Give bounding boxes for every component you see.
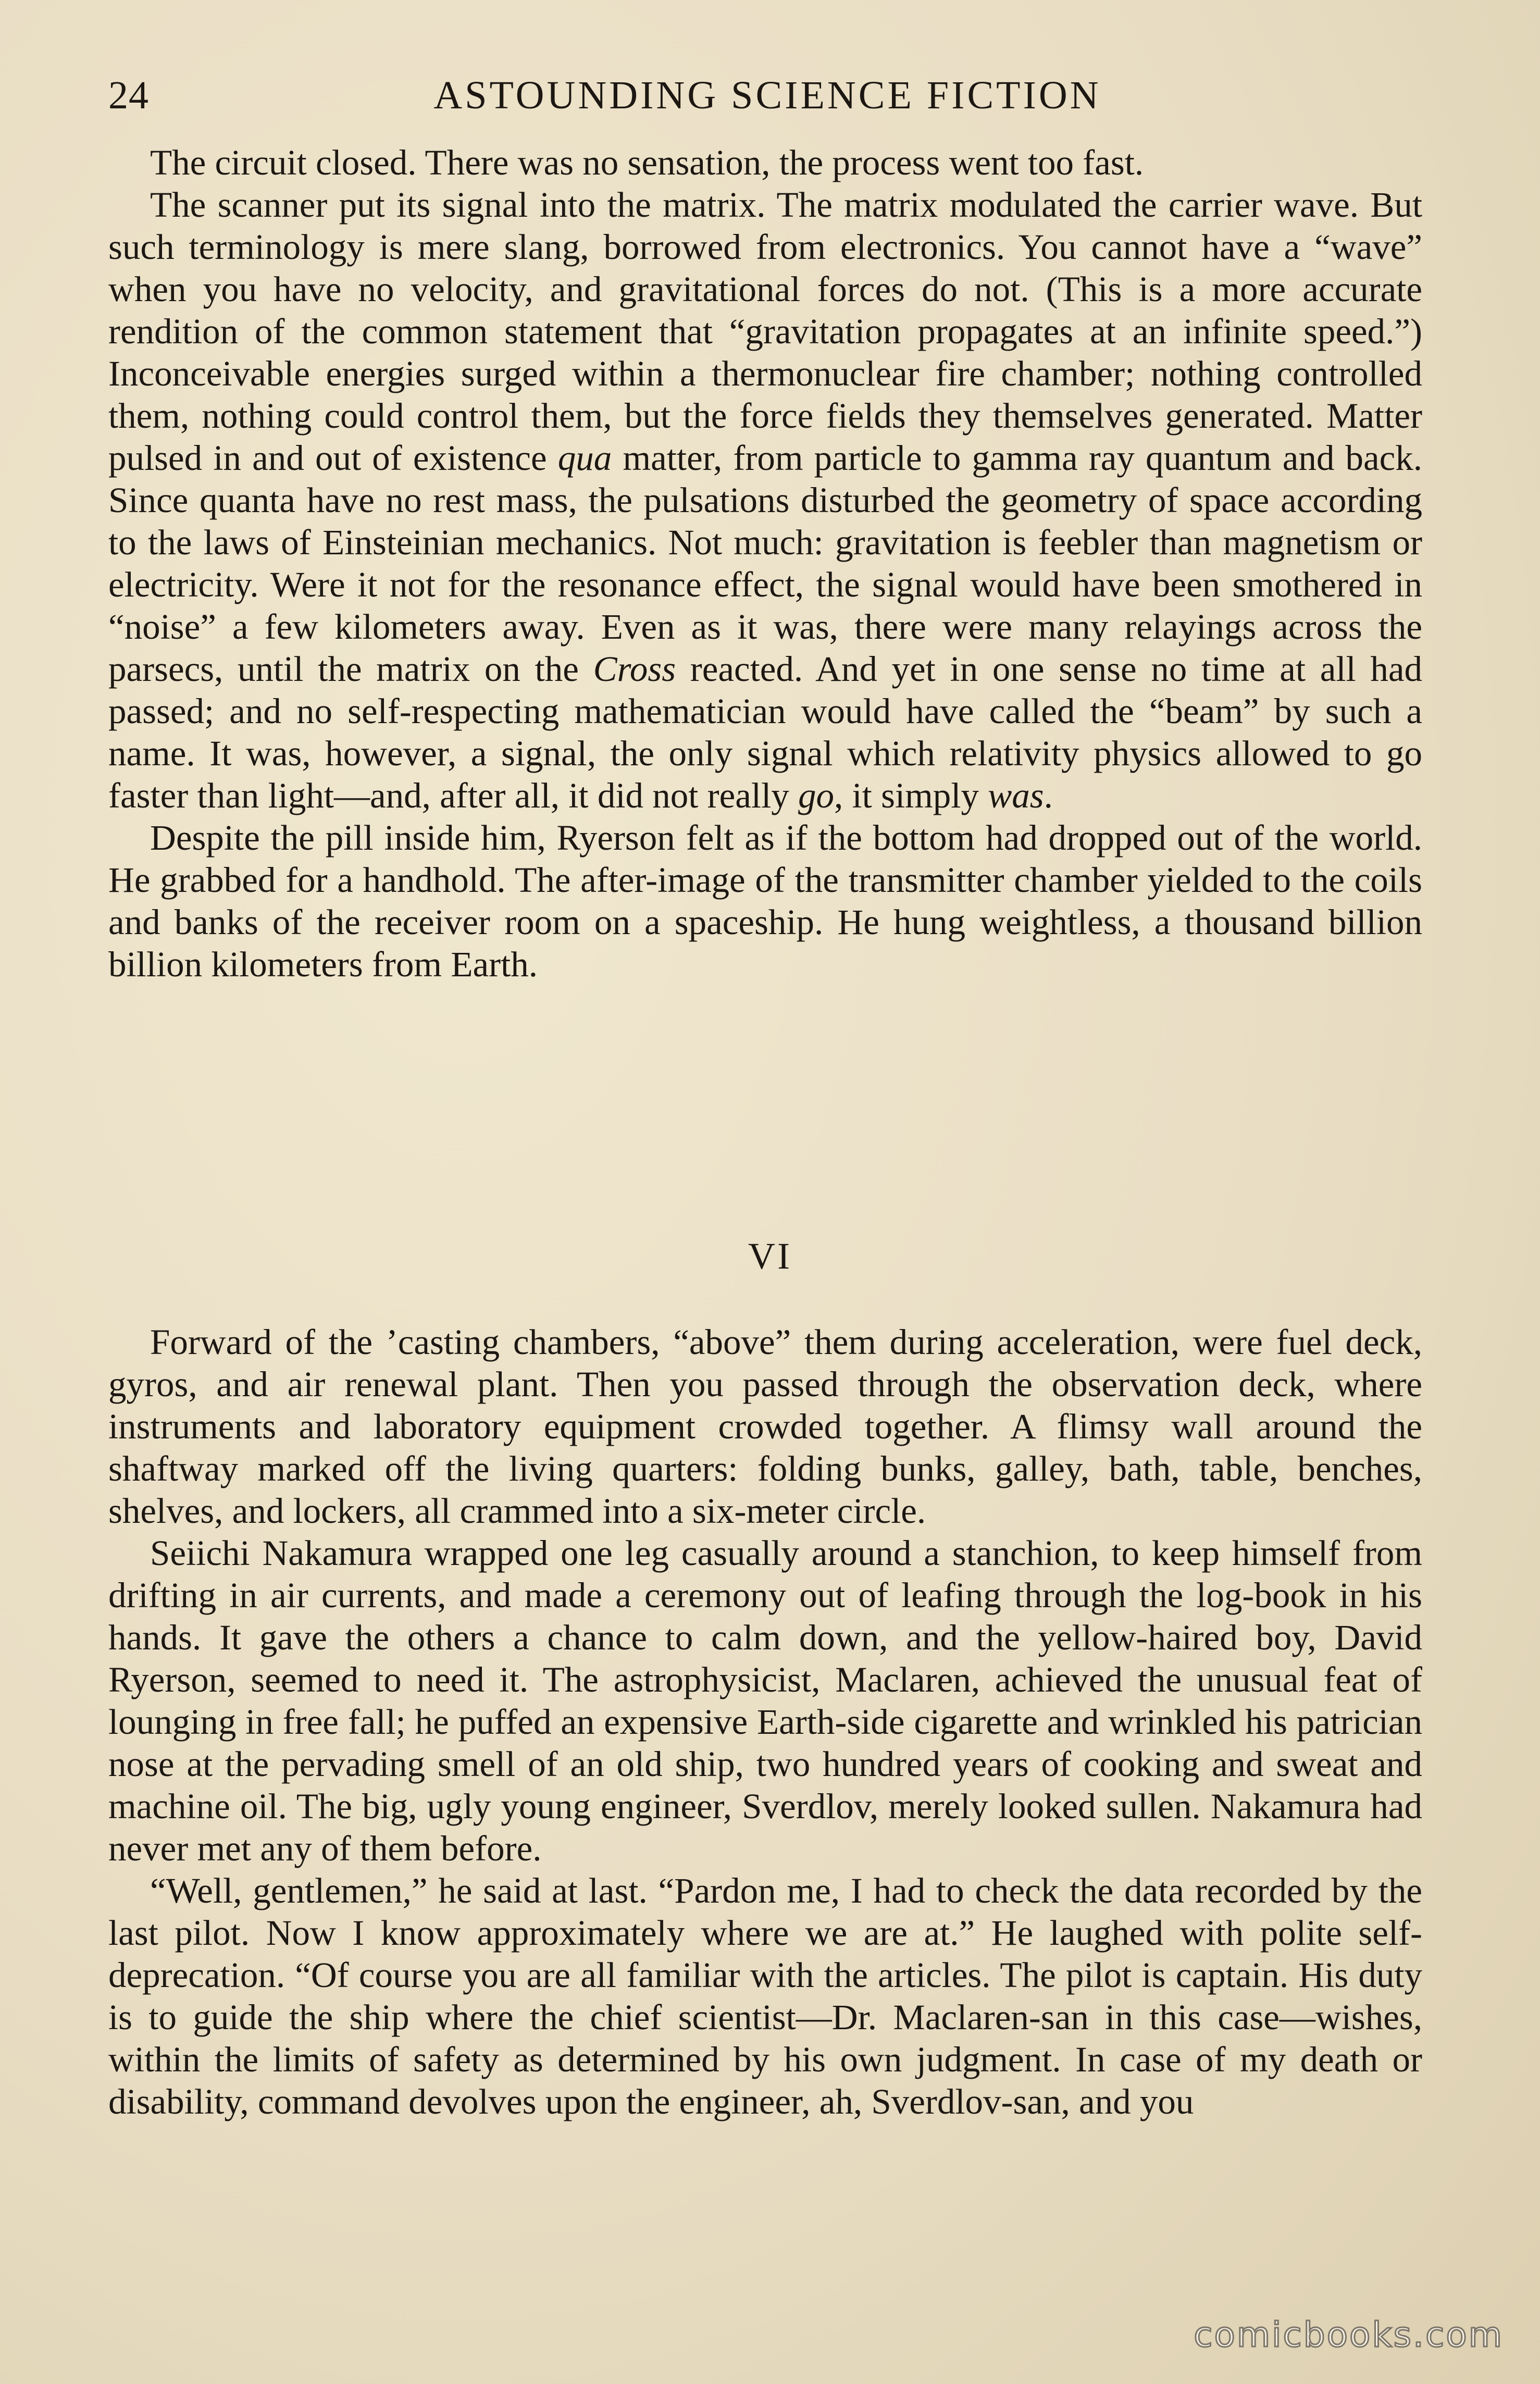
paragraph: The circuit closed. There was no sensation, the process went too fast. — [150, 143, 1144, 182]
running-head: ASTOUNDING SCIENCE FICTION — [433, 73, 1101, 117]
paragraph: “Well, gentlemen,” he said at last. “Pardon me, I had to check the data recorded by the last pilot. Now I know approximately where we are at.” He laughed with polite self-deprecation. “Of course you are all familiar with the articles. The pilot is captain. His duty is to guide the ship where the chief scientist—Dr. Maclaren-san in this case—wishes, within the limits of safety as determined by his own judgment. In case of my death or disability, command devolves upon the engineer, ah, Sverdlov-san, and you — [108, 1871, 1422, 2121]
text-block-before-section — [108, 142, 1422, 986]
italic-word: was — [988, 776, 1044, 815]
page-number: 24 — [108, 73, 149, 117]
paragraph: Despite the pill inside him, Ryerson felt as if the bottom had dropped out of the world. He grabbed for a handhold. The after-image of the transmitter chamber yielded to the coils and banks of the receiver room on a spaceship. He hung weightless, a thousand billion billion kilometers from Earth. — [108, 818, 1422, 984]
page-header — [108, 73, 1426, 120]
italic-word: qua — [557, 438, 612, 478]
italic-word: go — [798, 776, 835, 815]
paragraph — [108, 184, 1422, 817]
text-block-section-vi — [108, 1321, 1422, 2123]
text-run: The scanner put its signal into the matrix. The matrix modulated the carrier wave. But such terminology is mere slang, borrowed from electronics. You cannot have a “wave” when you have no velocity, and gravitational forces do not. (This is a more accurate rendition of the common statement that “gravitation propagates at an infinite speed.”) Inconceivable energies surged within a thermonuclear fire chamber; nothing controlled them, nothing could control them, but the force fields they themselves generated. Matter pulsed in and out of existence — [108, 185, 1422, 478]
watermark: comicbooks.com — [1194, 2315, 1504, 2355]
italic-word: Cross — [593, 649, 676, 689]
paragraph: Seiichi Nakamura wrapped one leg casually around a stanchion, to keep himself from drifting in air currents, and made a ceremony out of leafing through the log-book in his hands. It gave the others a chance to calm down, and the yellow-haired boy, David Ryerson, seemed to need it. The astrophysicist, Maclaren, achieved the unusual feat of lounging in free fall; he puffed an expensive Earth-side cigarette and wrinkled his patrician nose at the pervading smell of an old ship, two hundred years of cooking and sweat and machine oil. The big, ugly young engineer, Sverdlov, merely looked sullen. Nakamura had never met any of them before. — [108, 1533, 1422, 1868]
text-run: , it simply — [834, 776, 988, 815]
text-run: . — [1044, 776, 1053, 815]
paragraph: Forward of the ’casting chambers, “above” them during acceleration, were fuel deck, gyros, and air renewal plant. Then you passed through the observation deck, where instruments and laboratory equipment crowded together. A flimsy wall around the shaftway marked off the living quarters: folding bunks, galley, bath, table, benches, shelves, and lockers, all crammed into a six-meter circle. — [108, 1322, 1422, 1531]
text-run: reacted. And yet in one sense no time at all had passed; and no self-respecting mathematician would have called the “beam” by such a name. It was, however, a signal, the only signal which relativity physics allowed to go faster than light—and, after all, it did not really — [108, 649, 1422, 815]
text-run: matter, from particle to gamma ray quantum and back. Since quanta have no rest mass, the pulsations disturbed the geometry of space according to the laws of Einsteinian mechanics. Not much: gravitation is feebler than magnetism or electricity. Were it not for the resonance effect, the signal would have been smothered in “noise” a few kilometers away. Even as it was, there were many relayings across the parsecs, until the matrix on the — [108, 438, 1422, 689]
section-heading: VI — [748, 1235, 792, 1277]
